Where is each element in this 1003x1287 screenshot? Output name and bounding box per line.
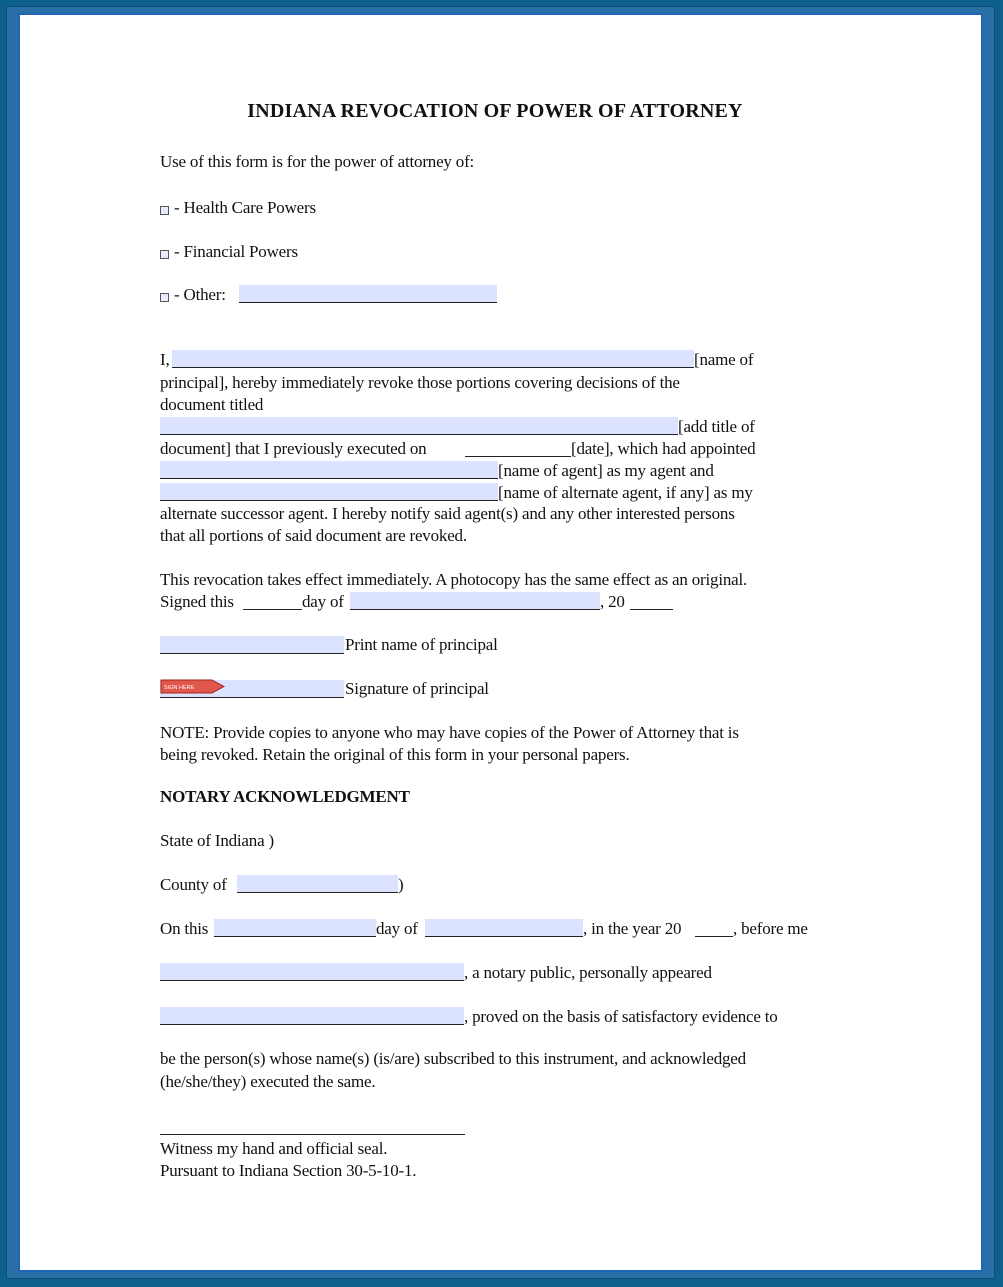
financial-label: - Financial Powers xyxy=(174,242,298,261)
signature-label: Signature of principal xyxy=(345,679,489,698)
document-title: INDIANA REVOCATION OF POWER OF ATTORNEY xyxy=(247,100,743,122)
executed-on-text: document] that I previously executed on xyxy=(160,439,427,458)
financial-checkbox[interactable] xyxy=(160,250,169,259)
notary-month-field[interactable] xyxy=(425,919,583,937)
person-line2: (he/she/they) executed the same. xyxy=(160,1072,376,1091)
health-care-checkbox[interactable] xyxy=(160,206,169,215)
pursuant-text: Pursuant to Indiana Section 30-5-10-1. xyxy=(160,1161,417,1180)
notary-signature-line[interactable] xyxy=(160,1117,465,1135)
document-title-field[interactable] xyxy=(160,417,678,435)
other-label: - Other: xyxy=(174,285,226,304)
signed-this-text: Signed this xyxy=(160,592,234,611)
executed-date-field[interactable] xyxy=(465,439,571,457)
name-of-principal-text: [name of xyxy=(694,350,754,369)
alternate-agent-text: [name of alternate agent, if any] as my xyxy=(498,483,753,502)
state-text: State of Indiana ) xyxy=(160,831,274,850)
print-name-label: Print name of principal xyxy=(345,635,498,654)
effect-text: This revocation takes effect immediately. A photocopy has the same effect as an original. xyxy=(160,570,748,589)
signed-day-of-text: day of xyxy=(302,592,344,611)
signed-year-field[interactable] xyxy=(630,592,673,610)
signed-day-field[interactable] xyxy=(243,592,302,610)
proved-text: , proved on the basis of satisfactory evidence to xyxy=(464,1007,778,1026)
print-name-field[interactable] xyxy=(160,636,344,654)
revoked-text: that all portions of said document are revoked. xyxy=(160,526,467,545)
witness-text: Witness my hand and official seal. xyxy=(160,1139,388,1158)
on-this-text: On this xyxy=(160,919,209,938)
in-year-text: , in the year 20 xyxy=(583,919,682,938)
notary-day-of-text: day of xyxy=(376,919,418,938)
person-line1: be the person(s) whose name(s) (is/are) subscribed to this instrument, and acknowledged xyxy=(160,1049,746,1068)
notary-heading: NOTARY ACKNOWLEDGMENT xyxy=(160,787,410,806)
notary-public-text: , a notary public, personally appeared xyxy=(464,963,712,982)
i-text: I, xyxy=(160,350,170,369)
county-close: ) xyxy=(398,875,404,894)
successor-text: alternate successor agent. I hereby notify said agent(s) and any other interested persons xyxy=(160,504,735,523)
document-titled-text: document titled xyxy=(160,395,264,414)
other-checkbox[interactable] xyxy=(160,293,169,302)
agent-text: [name of agent] as my agent and xyxy=(498,461,714,480)
county-field[interactable] xyxy=(237,875,398,893)
before-me-text: , before me xyxy=(733,919,808,938)
signed-year-prefix: , 20 xyxy=(600,592,625,611)
signed-month-field[interactable] xyxy=(350,592,600,610)
county-label: County of xyxy=(160,875,227,894)
date-appointed-text: [date], which had appointed xyxy=(571,439,756,458)
intro-text: Use of this form is for the power of attorney of: xyxy=(160,152,475,171)
add-title-text: [add title of xyxy=(678,417,755,436)
notary-day-field[interactable] xyxy=(214,919,376,937)
note-line1: NOTE: Provide copies to anyone who may have copies of the Power of Attorney that is xyxy=(160,723,739,742)
agent-name-field[interactable] xyxy=(160,461,498,479)
sign-here-text: SIGN HERE xyxy=(164,685,195,691)
health-care-label: - Health Care Powers xyxy=(174,198,316,217)
note-line2: being revoked. Retain the original of this form in your personal papers. xyxy=(160,745,630,764)
notary-year-field[interactable] xyxy=(695,919,733,937)
alternate-agent-field[interactable] xyxy=(160,483,498,501)
revoke-text: principal], hereby immediately revoke those portions covering decisions of the xyxy=(160,373,680,392)
sign-here-arrow-icon[interactable] xyxy=(160,678,226,695)
appeared-person-field[interactable] xyxy=(160,1007,464,1025)
other-field[interactable] xyxy=(239,285,497,303)
notary-public-name-field[interactable] xyxy=(160,963,464,981)
principal-name-field[interactable] xyxy=(172,350,694,368)
